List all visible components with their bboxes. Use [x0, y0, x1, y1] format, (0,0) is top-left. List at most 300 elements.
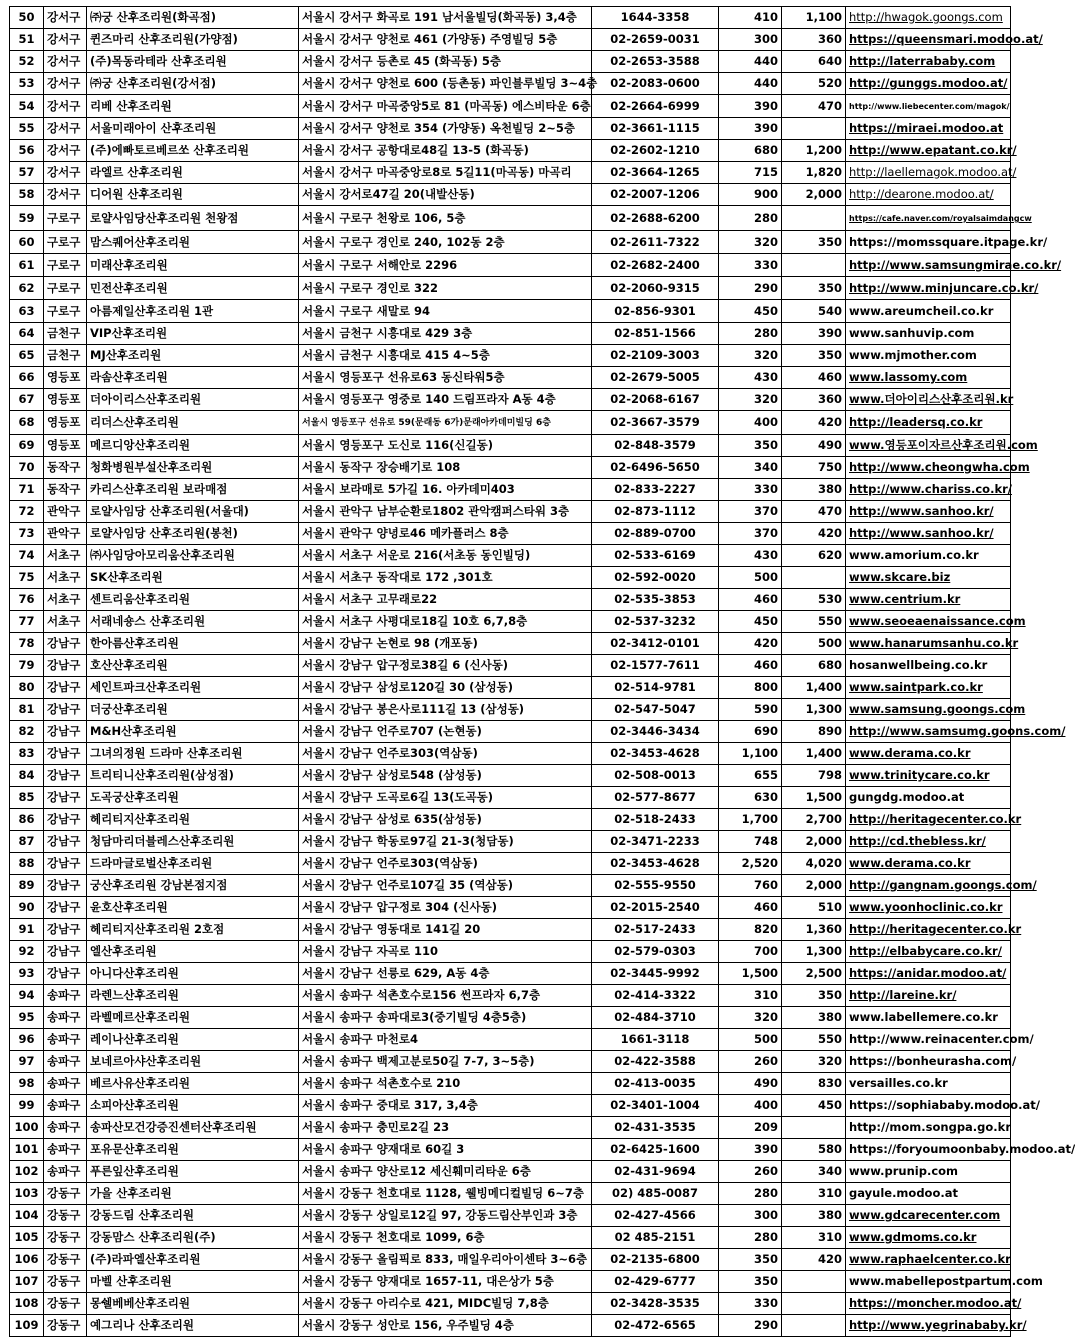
address-cell-text: 서울시 영등포구 도신로 116(신길동) — [302, 438, 493, 452]
row-number — [10, 1249, 44, 1271]
url-cell[interactable] — [846, 941, 1011, 963]
address-cell — [299, 655, 592, 677]
name-cell — [87, 1051, 299, 1073]
url-cell[interactable] — [846, 73, 1011, 95]
row-number — [10, 523, 44, 545]
value-b-cell — [782, 567, 846, 589]
phone-cell-text: 02-833-2227 — [614, 482, 696, 496]
url-cell-text[interactable]: gayule.modoo.at — [849, 1186, 958, 1200]
url-cell[interactable] — [846, 1271, 1043, 1293]
url-cell-text[interactable]: http://mom.songpa.go.kr — [849, 1120, 1011, 1134]
value-b-cell-text: 380 — [817, 1010, 842, 1024]
phone-cell-text: 02-3453-4628 — [610, 746, 700, 760]
row-number — [10, 457, 44, 479]
row-number — [10, 589, 44, 611]
table-row — [10, 501, 1011, 523]
url-cell[interactable] — [846, 567, 1011, 589]
value-a-cell — [719, 853, 782, 875]
value-b-cell-text: 380 — [817, 482, 842, 496]
url-cell[interactable] — [846, 389, 1014, 411]
phone-cell-text: 02-537-3232 — [614, 614, 696, 628]
value-a-cell-text: 310 — [753, 988, 778, 1002]
table-row — [10, 567, 1011, 589]
name-cell — [87, 95, 299, 118]
address-cell — [299, 919, 592, 941]
address-cell — [299, 162, 592, 184]
url-cell[interactable] — [846, 985, 1011, 1007]
url-cell-text[interactable]: www.mjmother.com — [849, 348, 977, 362]
url-cell-text[interactable]: http://laellemagok.modoo.at/ — [849, 165, 1017, 179]
url-cell-text[interactable]: http://lareine.kr/ — [849, 988, 957, 1002]
district-cell — [44, 523, 87, 545]
url-cell[interactable] — [846, 589, 1011, 611]
value-b-cell-text: 420 — [817, 526, 842, 540]
url-cell-text[interactable]: https://foryoumoonbaby.modoo.at/ — [849, 1142, 1075, 1156]
url-cell[interactable] — [846, 1117, 1011, 1139]
address-cell — [299, 1051, 592, 1073]
url-cell[interactable] — [846, 1029, 1034, 1051]
value-a-cell-text: 290 — [753, 1318, 778, 1332]
value-b-cell-text: 750 — [817, 460, 842, 474]
district-cell-text: 강동구 — [47, 1296, 81, 1310]
url-cell[interactable] — [846, 95, 1011, 118]
table-row — [10, 765, 1011, 787]
url-cell-text[interactable]: http://leadersq.co.kr — [849, 415, 983, 429]
url-cell[interactable] — [846, 323, 1011, 345]
table-row — [10, 367, 1011, 389]
name-cell-text: 베르사유산후조리원 — [90, 1076, 190, 1090]
district-cell-text: 영등포 — [47, 392, 81, 406]
address-cell-text: 서울시 강동구 아리수로 421, MIDC빌딩 7,8층 — [302, 1296, 549, 1310]
row-number — [10, 254, 44, 277]
url-cell-text[interactable]: www.trinitycare.co.kr — [849, 768, 990, 782]
url-cell[interactable] — [846, 51, 1011, 73]
table-row — [10, 277, 1011, 300]
url-cell-text[interactable]: http://www.yegrinababy.kr/ — [849, 1318, 1027, 1332]
row-number — [10, 51, 44, 73]
url-cell-text[interactable]: http://gunggs.modoo.at/ — [849, 76, 1008, 90]
row-number-text: 60 — [18, 235, 35, 249]
phone-cell-text: 02-3471-2233 — [610, 834, 700, 848]
url-cell[interactable] — [846, 1183, 1011, 1205]
row-number-text: 92 — [18, 944, 35, 958]
table-row — [10, 457, 1011, 479]
url-cell-text[interactable]: http://cd.thebless.kr/ — [849, 834, 986, 848]
name-cell — [87, 73, 299, 95]
name-cell-text: 메르디앙산후조리원 — [90, 438, 190, 452]
url-cell[interactable] — [846, 963, 1011, 985]
url-cell[interactable] — [846, 367, 1011, 389]
name-cell — [87, 1293, 299, 1315]
value-b-cell — [782, 655, 846, 677]
value-a-cell-text: 460 — [753, 900, 778, 914]
row-number — [10, 1007, 44, 1029]
row-number-text: 93 — [18, 966, 35, 980]
phone-cell-text: 02-535-3853 — [614, 592, 696, 606]
value-a-cell-text: 330 — [753, 1296, 778, 1310]
district-cell — [44, 231, 87, 254]
table-row — [10, 787, 1011, 809]
name-cell — [87, 765, 299, 787]
value-a-cell — [719, 206, 782, 231]
url-cell[interactable] — [846, 411, 1011, 435]
table-row — [10, 941, 1011, 963]
value-a-cell-text: 330 — [753, 482, 778, 496]
url-cell[interactable] — [846, 655, 1011, 677]
url-cell-text[interactable]: www.sanhuvip.com — [849, 326, 975, 340]
url-cell-text[interactable]: www.yoonhoclinic.co.kr — [849, 900, 1003, 914]
url-cell-text[interactable]: gungdg.modoo.at — [849, 790, 965, 804]
name-cell-text: 한아름산후조리원 — [90, 636, 179, 650]
value-a-cell — [719, 963, 782, 985]
address-cell-text: 서울시 송파구 중대로 317, 3,4층 — [302, 1098, 478, 1112]
name-cell-text: 라렌느산후조리원 — [90, 988, 179, 1002]
phone-cell — [592, 589, 719, 611]
phone-cell — [592, 367, 719, 389]
district-cell — [44, 300, 87, 323]
value-b-cell — [782, 677, 846, 699]
phone-cell — [592, 1051, 719, 1073]
url-cell-text[interactable]: http://www.samsungmirae.co.kr/ — [849, 258, 1062, 272]
url-cell[interactable] — [846, 435, 1038, 457]
url-cell-text[interactable]: www.amorium.co.kr — [849, 548, 979, 562]
url-cell[interactable] — [846, 1249, 1011, 1271]
name-cell-text: 라엘르 산후조리원 — [90, 165, 183, 179]
url-cell-text[interactable]: www.labellemere.co.kr — [849, 1010, 998, 1024]
address-cell — [299, 118, 592, 140]
url-cell-text[interactable]: http://laterrababy.com — [849, 54, 996, 68]
url-cell[interactable] — [846, 184, 1011, 206]
url-cell-text[interactable]: http://heritagecenter.co.kr — [849, 812, 1022, 826]
phone-cell-text: 02-508-0013 — [614, 768, 696, 782]
row-number — [10, 1205, 44, 1227]
url-cell-text[interactable]: http://gangnam.goongs.com/ — [849, 878, 1037, 892]
phone-cell-text: 02-429-6777 — [614, 1274, 696, 1288]
url-cell[interactable] — [846, 1051, 1017, 1073]
url-cell[interactable] — [846, 231, 1048, 254]
address-cell-text: 서울시 서초구 서운로 216(서초동 동인빌딩) — [302, 548, 531, 562]
url-cell-text[interactable]: http://www.sanhoo.kr/ — [849, 504, 994, 518]
value-a-cell-text: 715 — [753, 165, 778, 179]
address-cell — [299, 611, 592, 633]
url-cell-text[interactable]: http://www.epatant.co.kr/ — [849, 143, 1017, 157]
phone-cell — [592, 1227, 719, 1249]
url-cell-text[interactable]: https://bonheurasha.com/ — [849, 1054, 1017, 1068]
value-b-cell-text: 1,500 — [805, 790, 842, 804]
address-cell-text: 서울시 송파구 석촌호수로 210 — [302, 1076, 461, 1090]
url-cell[interactable] — [846, 611, 1026, 633]
url-cell[interactable] — [846, 140, 1017, 162]
value-b-cell — [782, 1183, 846, 1205]
url-cell-text[interactable]: www.saintpark.co.kr — [849, 680, 983, 694]
url-cell-text[interactable]: hosanwellbeing.co.kr — [849, 658, 988, 672]
url-cell[interactable] — [846, 677, 1011, 699]
phone-cell — [592, 765, 719, 787]
url-cell-text[interactable]: http://heritagecenter.co.kr — [849, 922, 1022, 936]
row-number-text: 67 — [18, 392, 35, 406]
value-a-cell-text: 490 — [753, 1076, 778, 1090]
phone-cell-text: 1644-3358 — [620, 10, 690, 24]
row-number-text: 105 — [14, 1230, 39, 1244]
url-cell-text[interactable]: www.영등포이자르산후조리원.com — [849, 438, 1038, 452]
url-cell[interactable] — [846, 699, 1026, 721]
url-cell-text[interactable]: http://www.chariss.co.kr/ — [849, 482, 1012, 496]
district-cell — [44, 699, 87, 721]
name-cell-text: 카리스산후조리원 보라매점 — [90, 482, 228, 496]
url-cell[interactable] — [846, 1095, 1040, 1117]
url-cell[interactable] — [846, 1293, 1022, 1315]
url-cell[interactable] — [846, 897, 1011, 919]
address-cell-text: 서울시 강남구 영동대로 141길 20 — [302, 922, 481, 936]
url-cell-text[interactable]: http://www.samsumg.goons.com/ — [849, 724, 1066, 738]
url-cell[interactable] — [846, 787, 1011, 809]
value-a-cell-text: 350 — [753, 438, 778, 452]
name-cell — [87, 919, 299, 941]
url-cell-text[interactable]: http://dearone.modoo.at/ — [849, 187, 994, 201]
address-cell — [299, 765, 592, 787]
url-cell[interactable] — [846, 479, 1011, 501]
name-cell-text: (주)라파엘산후조리원 — [90, 1252, 201, 1266]
url-cell-text[interactable]: https://anidar.modoo.at/ — [849, 966, 1007, 980]
district-cell-text: 강동구 — [47, 1318, 81, 1332]
address-cell-text: 서울시 강남구 삼성로 635(삼성동) — [302, 812, 482, 826]
url-cell[interactable] — [846, 277, 1039, 300]
phone-cell-text: 02-1577-7611 — [610, 658, 700, 672]
value-a-cell — [719, 479, 782, 501]
address-cell-text: 서울시 강동구 양재대로 1657-11, 대은상가 5층 — [302, 1274, 554, 1288]
address-cell — [299, 985, 592, 1007]
url-cell-text[interactable]: www.raphaelcenter.co.kr — [849, 1252, 1011, 1266]
url-cell[interactable] — [846, 919, 1022, 941]
name-cell — [87, 655, 299, 677]
value-a-cell-text: 2,520 — [741, 856, 778, 870]
url-cell-text[interactable]: https://cafe.naver.com/royalsaimdangcw — [849, 214, 1032, 223]
url-cell[interactable] — [846, 7, 1011, 29]
name-cell — [87, 743, 299, 765]
name-cell — [87, 1183, 299, 1205]
url-cell[interactable] — [846, 1161, 1011, 1183]
url-cell[interactable] — [846, 523, 1011, 545]
row-number — [10, 1227, 44, 1249]
url-cell-text[interactable]: www.derama.co.kr — [849, 856, 971, 870]
value-b-cell-text: 890 — [817, 724, 842, 738]
url-cell-text[interactable]: https://miraei.modoo.at — [849, 121, 1004, 135]
url-cell[interactable] — [846, 118, 1011, 140]
phone-cell — [592, 7, 719, 29]
url-cell-text[interactable]: https://moncher.modoo.at/ — [849, 1296, 1022, 1310]
district-cell — [44, 411, 87, 435]
address-cell — [299, 1139, 592, 1161]
url-cell[interactable] — [846, 1227, 1011, 1249]
url-cell[interactable] — [846, 501, 1011, 523]
phone-cell-text: 02-3428-3535 — [610, 1296, 700, 1310]
value-a-cell — [719, 1315, 782, 1337]
value-a-cell — [719, 765, 782, 787]
phone-cell — [592, 963, 719, 985]
table-row — [10, 411, 1011, 435]
district-cell-text: 강남구 — [47, 834, 81, 848]
url-cell-text[interactable]: http://www.reinacenter.com/ — [849, 1032, 1034, 1046]
value-b-cell-text: 360 — [817, 32, 842, 46]
row-number-text: 70 — [18, 460, 35, 474]
url-cell-text[interactable]: www.prunip.com — [849, 1164, 959, 1178]
phone-cell — [592, 1007, 719, 1029]
url-cell-text[interactable]: www.hanarumsanhu.co.kr — [849, 636, 1019, 650]
value-b-cell — [782, 963, 846, 985]
table-row — [10, 721, 1011, 743]
address-cell — [299, 633, 592, 655]
url-cell-text[interactable]: www.centrium.kr — [849, 592, 961, 606]
url-cell-text[interactable]: www.gdcarecenter.com — [849, 1208, 1001, 1222]
url-cell-text[interactable]: http://www.liebecenter.com/magok/ — [849, 102, 1010, 111]
url-cell[interactable] — [846, 743, 1011, 765]
url-cell[interactable] — [846, 809, 1022, 831]
value-b-cell-text: 798 — [817, 768, 842, 782]
address-cell-text: 서울시 송파구 송파대로3(중기빌딩 4층5층) — [302, 1010, 527, 1024]
url-cell-text[interactable]: https://sophiababy.modoo.at/ — [849, 1098, 1040, 1112]
value-a-cell-text: 320 — [753, 348, 778, 362]
table-row — [10, 1271, 1011, 1293]
phone-cell-text: 02-3453-4628 — [610, 856, 700, 870]
address-cell — [299, 1205, 592, 1227]
name-cell — [87, 457, 299, 479]
address-cell-text: 서울시 송파구 백제고분로50길 7-7, 3~5층) — [302, 1054, 535, 1068]
url-cell-text[interactable]: http://elbabycare.co.kr/ — [849, 944, 1002, 958]
value-a-cell-text: 500 — [753, 570, 778, 584]
url-cell[interactable] — [846, 206, 1032, 231]
district-cell — [44, 323, 87, 345]
address-cell — [299, 1161, 592, 1183]
address-cell — [299, 1029, 592, 1051]
url-cell-text[interactable]: http://hwagok.goongs.com — [849, 10, 1003, 24]
row-number-text: 51 — [18, 32, 35, 46]
value-b-cell — [782, 1051, 846, 1073]
address-cell — [299, 389, 592, 411]
url-cell[interactable] — [846, 875, 1037, 897]
table-row — [10, 963, 1011, 985]
phone-cell — [592, 1029, 719, 1051]
value-a-cell — [719, 162, 782, 184]
row-number-text: 58 — [18, 187, 35, 201]
url-cell-text[interactable]: https://queensmari.modoo.at/ — [849, 32, 1043, 46]
url-cell-text[interactable]: www.areumcheil.co.kr — [849, 304, 994, 318]
value-b-cell — [782, 95, 846, 118]
phone-cell-text: 02-2015-2540 — [610, 900, 700, 914]
row-number — [10, 1117, 44, 1139]
url-cell[interactable] — [846, 300, 1011, 323]
url-cell-text[interactable]: www.skcare.biz — [849, 570, 951, 584]
district-cell — [44, 1117, 87, 1139]
url-cell[interactable] — [846, 633, 1019, 655]
district-cell-text: 구로구 — [47, 235, 81, 249]
value-b-cell — [782, 589, 846, 611]
row-number — [10, 1139, 44, 1161]
phone-cell-text: 02-422-3588 — [614, 1054, 696, 1068]
url-cell[interactable] — [846, 1205, 1011, 1227]
table-row — [10, 611, 1011, 633]
url-cell[interactable] — [846, 1073, 1011, 1095]
url-cell-text[interactable]: https://momssquare.itpage.kr/ — [849, 235, 1048, 249]
address-cell-text: 서울시 송파구 마천로4 — [302, 1032, 418, 1046]
value-b-cell — [782, 29, 846, 51]
district-cell — [44, 567, 87, 589]
address-cell — [299, 7, 592, 29]
address-cell — [299, 367, 592, 389]
url-cell[interactable] — [846, 457, 1030, 479]
value-a-cell-text: 420 — [753, 636, 778, 650]
url-cell[interactable] — [846, 1139, 1075, 1161]
url-cell-text[interactable]: www.lassomy.com — [849, 370, 968, 384]
url-cell[interactable] — [846, 1007, 1011, 1029]
url-cell-text[interactable]: www.mabellepostpartum.com — [849, 1274, 1043, 1288]
url-cell-text[interactable]: http://www.minjuncare.co.kr/ — [849, 281, 1039, 295]
url-cell[interactable] — [846, 853, 1011, 875]
value-b-cell — [782, 300, 846, 323]
name-cell-text: M&H산후조리원 — [90, 724, 177, 738]
url-cell[interactable] — [846, 29, 1043, 51]
table-row — [10, 300, 1011, 323]
url-cell-text[interactable]: www.samsung.goongs.com — [849, 702, 1026, 716]
address-cell-text: 서울시 관악구 남부순환로1802 관악캠퍼스타워 3층 — [302, 504, 570, 518]
phone-cell-text: 02-533-6169 — [614, 548, 696, 562]
url-cell-text[interactable]: www.seoeaenaissance.com — [849, 614, 1026, 628]
value-a-cell-text: 320 — [753, 392, 778, 406]
phone-cell — [592, 633, 719, 655]
phone-cell — [592, 206, 719, 231]
value-b-cell-text: 380 — [817, 1208, 842, 1222]
value-a-cell — [719, 277, 782, 300]
phone-cell-text: 02-2007-1206 — [610, 187, 700, 201]
url-cell[interactable] — [846, 1315, 1027, 1337]
url-cell[interactable] — [846, 254, 1062, 277]
address-cell-text: 서울시 구로구 새말로 94 — [302, 304, 430, 318]
url-cell-text[interactable]: versailles.co.kr — [849, 1076, 948, 1090]
value-b-cell — [782, 1117, 846, 1139]
url-cell-text[interactable]: www.더아이리스산후조리원.kr — [849, 392, 1014, 406]
phone-cell — [592, 457, 719, 479]
row-number — [10, 1315, 44, 1337]
district-cell-text: 강남구 — [47, 724, 81, 738]
address-cell-text: 서울시 강남구 자곡로 110 — [302, 944, 438, 958]
address-cell — [299, 323, 592, 345]
url-cell[interactable] — [846, 831, 1011, 853]
value-a-cell — [719, 1051, 782, 1073]
address-cell-text: 서울시 서초구 사평대로18길 10호 6,7,8층 — [302, 614, 528, 628]
phone-cell — [592, 655, 719, 677]
url-cell[interactable] — [846, 721, 1066, 743]
district-cell — [44, 206, 87, 231]
url-cell[interactable] — [846, 545, 1011, 567]
value-b-cell — [782, 1139, 846, 1161]
url-cell-text[interactable]: www.derama.co.kr — [849, 746, 971, 760]
phone-cell-text: 02-2135-6800 — [610, 1252, 700, 1266]
address-cell — [299, 73, 598, 95]
row-number — [10, 1095, 44, 1117]
phone-cell-text: 02-517-2433 — [614, 922, 696, 936]
row-number-text: 73 — [18, 526, 35, 540]
row-number-text: 59 — [18, 211, 35, 225]
url-cell-text[interactable]: http://www.cheongwha.com — [849, 460, 1030, 474]
value-b-cell-text: 580 — [817, 1142, 842, 1156]
url-cell-text[interactable]: www.gdmoms.co.kr — [849, 1230, 977, 1244]
url-cell[interactable] — [846, 765, 1011, 787]
url-cell-text[interactable]: http://www.sanhoo.kr/ — [849, 526, 994, 540]
name-cell-text: 트리티니산후조리원(삼성점) — [90, 768, 234, 782]
district-cell — [44, 1271, 87, 1293]
url-cell[interactable] — [846, 345, 1011, 367]
url-cell[interactable] — [846, 162, 1017, 184]
address-cell-text: 서울시 강서로47길 20(내발산동) — [302, 187, 475, 201]
